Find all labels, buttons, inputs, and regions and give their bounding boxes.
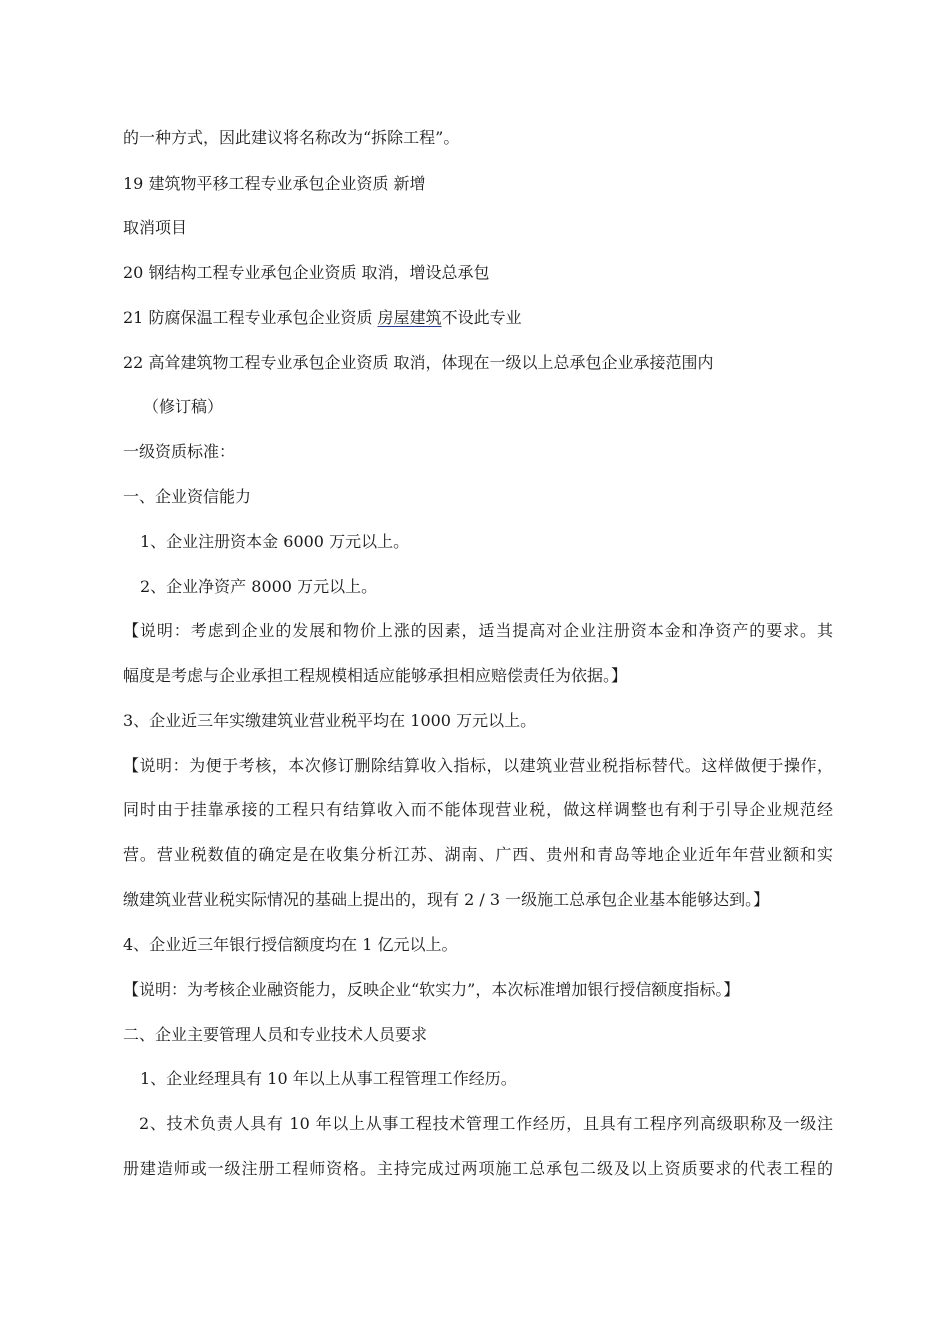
text-line-03: 取消项目 [123, 218, 188, 237]
text-line-05-before: 21 防腐保温工程专业承包企业资质 [123, 308, 378, 327]
section-heading-level-one: 一级资质标准： [123, 442, 236, 461]
item-registered-capital: 1、企业注册资本金 6000 万元以上。 [140, 532, 410, 551]
note-2-line-4: 缴建筑业营业税实际情况的基础上提出的，现有 2 / 3 一级施工总承包企业基本能够达到。】 [123, 890, 770, 909]
text-line-06: 22 高耸建筑物工程专业承包企业资质 取消，体现在一级以上总承包企业承接范围内 [123, 353, 714, 372]
item-business-tax: 3、企业近三年实缴建筑业营业税平均在 1000 万元以上。 [123, 711, 537, 730]
section-heading-credit: 一、企业资信能力 [123, 487, 252, 506]
item-manager-experience: 1、企业经理具有 10 年以上从事工程管理工作经历。 [140, 1069, 517, 1088]
text-line-05-after: 不设此专业 [441, 308, 522, 327]
text-line-04: 20 钢结构工程专业承包企业资质 取消，增设总承包 [123, 263, 490, 282]
text-line-01: 的一种方式，因此建议将名称改为“拆除工程”。 [123, 128, 460, 147]
note-3: 【说明：为考核企业融资能力，反映企业“软实力”，本次标准增加银行授信额度指标。】 [123, 980, 740, 999]
item-bank-credit: 4、企业近三年银行授信额度均在 1 亿元以上。 [123, 935, 458, 954]
note-1-line-2: 幅度是考虑与企业承担工程规模相适应能够承担相应赔偿责任为依据。】 [123, 666, 628, 685]
revision-note: （修订稿） [143, 397, 224, 416]
note-2-line-3: 营。营业税数值的确定是在收集分析江苏、湖南、广西、贵州和青岛等地企业近年年营业额和实 [123, 845, 833, 864]
item-technical-lead-line-2: 册建造师或一级注册工程师资格。主持完成过两项施工总承包二级及以上资质要求的代表工程的 [123, 1159, 833, 1178]
note-2-line-1: 【说明：为便于考核，本次修订删除结算收入指标，以建筑业营业税指标替代。这样做便于操作， [123, 756, 833, 775]
item-net-assets: 2、企业净资产 8000 万元以上。 [140, 577, 378, 596]
note-2-line-2: 同时由于挂靠承接的工程只有结算收入而不能体现营业税，做这样调整也有利于引导企业规范经 [123, 800, 833, 819]
section-heading-personnel: 二、企业主要管理人员和专业技术人员要求 [123, 1025, 428, 1044]
text-line-05 [123, 308, 833, 328]
item-technical-lead-line-1: 2、技术负责人具有 10 年以上从事工程技术管理工作经历，且具有工程序列高级职称及一级注 [139, 1114, 833, 1133]
hyperlink-housing-construction[interactable]: 房屋建筑 [377, 308, 442, 327]
note-1-line-1: 【说明：考虑到企业的发展和物价上涨的因素，适当提高对企业注册资本金和净资产的要求。其 [123, 621, 833, 640]
text-line-02: 19 建筑物平移工程专业承包企业资质 新增 [123, 174, 426, 193]
